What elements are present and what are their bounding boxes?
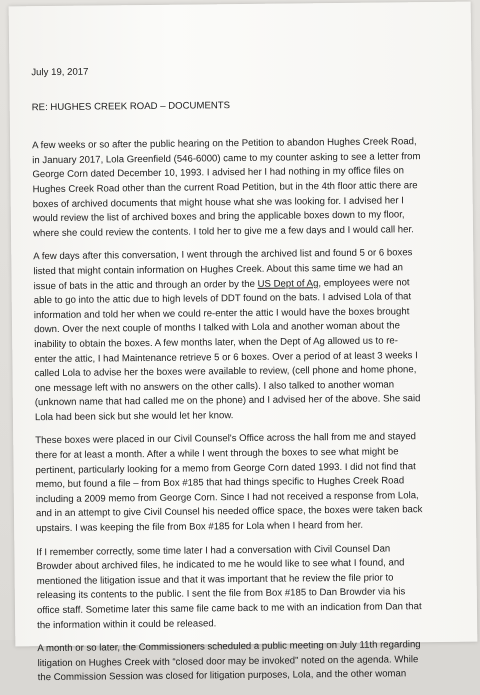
- text-line: Lola had been sick but she would let her know.: [34, 409, 234, 424]
- text-line: Hughes Creek Road other than the current Road Petition, but in the 4th floor attic there are: [32, 180, 418, 196]
- underlined-agency: US Dept of Ag: [257, 277, 319, 290]
- text-line: mentioned the litigation issue and that it was important that he review the file prior to: [36, 572, 394, 587]
- text-line: enter the attic, I had Maintenance retrieve 5 or 6 boxes. Over a period of at least 3 weeks I: [34, 349, 418, 365]
- text-line: A few days after this conversation, I went through the archived list and found 5 or 6 boxes: [33, 247, 413, 263]
- letter-sheet: [9, 2, 478, 684]
- text-line: and in an attempt to give Civil Counsel his needed office space, the boxes were taken back: [35, 504, 423, 520]
- text-line: able to go into the attic due to high levels of DDT found on the bats. I advised Lola of that: [33, 291, 412, 307]
- text-line: memo, but found a file – from Box #185 that had things specific to Hughes Creek Road: [35, 475, 405, 491]
- text-line: the Commission Session was closed for litigation purposes, Lola, and the other woman: [37, 668, 407, 684]
- text-line: one message left with no answers on the other calls). I also talked to another woman: [34, 379, 395, 394]
- text-line: where she could review the contents. I told her to give me a few days and I would call her.: [32, 223, 414, 239]
- text-line: releasing its contents to the public. I sent the file from Box #185 to Dan Browder via his: [36, 586, 406, 602]
- letter-body: [31, 62, 460, 695]
- paragraph-4: [36, 541, 459, 633]
- text-line: If I remember correctly, some time later I had a conversation with Civil Counsel Dan: [36, 543, 391, 558]
- text-line: (unknown name that had called me on the phone) and I advised her of the above. She said: [34, 393, 421, 409]
- text-line: in January 2017, Lola Greenfield (546-6000) came to my counter asking to see a letter from: [32, 150, 421, 166]
- text-line: inability to obtain the boxes. A few months later, when the Dept of Ag allowed us to re-: [34, 335, 398, 351]
- text-run: , employees were not: [318, 276, 410, 289]
- text-line: down. Over the next couple of months I talked with Lola and another woman about the: [33, 320, 400, 336]
- text-line: A few weeks or so after the public hearing on the Petition to abandon Hughes Creek Road,: [32, 136, 417, 152]
- text-line: Browder about archived files, he indicated to me he would like to see what I found, and: [36, 557, 405, 573]
- subject-line: RE: HUGHES CREEK ROAD – DOCUMENTS: [31, 99, 231, 113]
- letter-date: July 19, 2017: [31, 66, 89, 79]
- text-line: there for at least a month. After a while I went through the boxes to see what might be: [35, 446, 399, 462]
- paragraph-5: [37, 638, 459, 686]
- text-line: A month or so later, the Commissioners scheduled a public meeting on July 11th regarding: [37, 639, 421, 655]
- text-line: litigation on Hughes Creek with “closed door may be invoked” noted on the agenda. While: [37, 653, 419, 669]
- text-line: These boxes were placed in our Civil Counsel's Office across the hall from me and stayed: [35, 431, 417, 447]
- text-line: office staff. Sometime later this same file came back to me with an indication from Dan that: [36, 601, 422, 617]
- text-line: would review the list of archived boxes and bring the applicable boxes down to my floor,: [32, 209, 405, 225]
- text-line: called Lola to advise her the boxes were available to review, (cell phone and home phone,: [34, 364, 417, 380]
- text-line: listed that might contain information on Hughes Creek. About this same time we had an: [33, 262, 404, 278]
- text-line: the information within it could be released.: [37, 617, 217, 631]
- paragraph-1: [32, 135, 455, 242]
- text-line: including a 2009 memo from George Corn. Since I had not received a response from Lola,: [35, 490, 419, 506]
- text-line: boxes of archived documents that might house what she was looking for. I advised her I: [32, 194, 404, 210]
- text-run: issue of bats in the attic and through an order by the: [33, 278, 258, 292]
- text-line: information and told her when we could re-enter the attic I would have the boxes brought: [33, 305, 410, 321]
- paragraph-3: [35, 430, 458, 537]
- paragraph-2: [33, 246, 457, 426]
- text-line: pertinent, particularly looking for a memo from George Corn dated 1993. I did not find that: [35, 460, 416, 476]
- text-line: upstairs. I was keeping the file from Box #185 for Lola when I heard from her.: [36, 519, 364, 535]
- text-line: George Corn dated December 10, 1993. I advised her I had nothing in my office files on: [32, 165, 405, 181]
